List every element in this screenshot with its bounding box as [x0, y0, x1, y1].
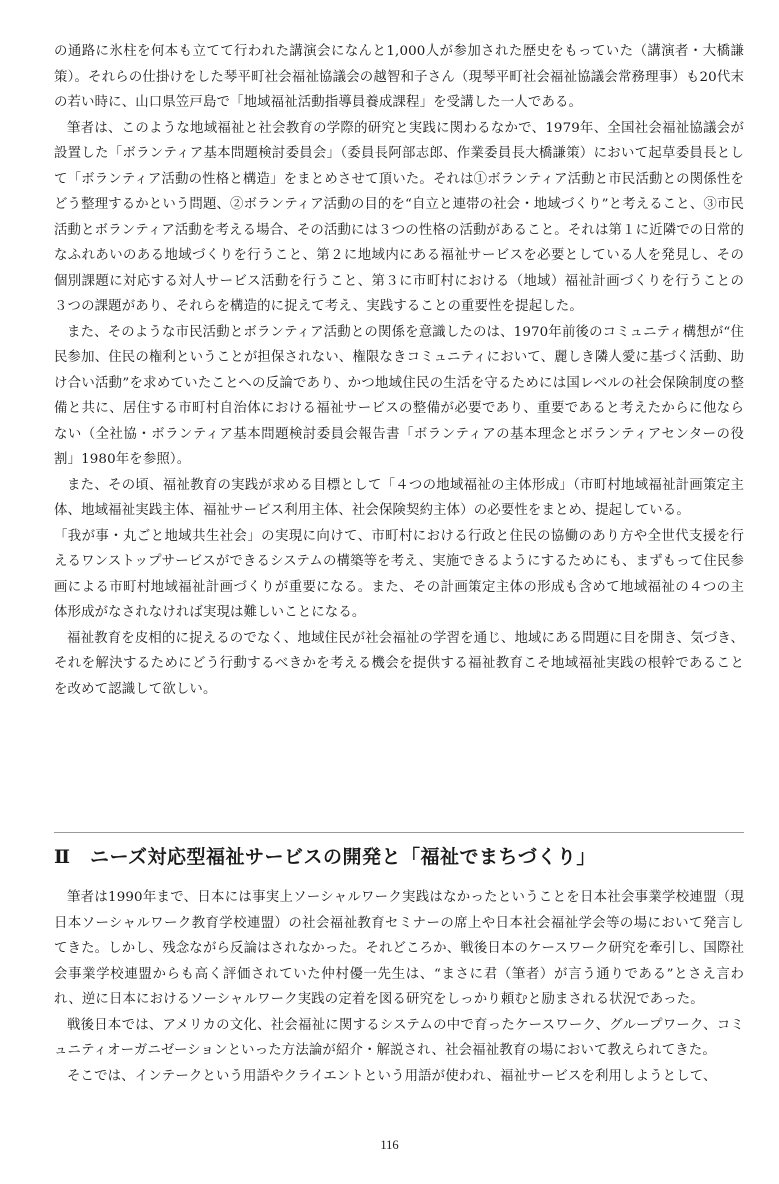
paragraph: 筆者は1990年まで、日本には事実上ソーシャルワーク実践はなかったということを日本社会事業学校連盟（現日本ソーシャルワーク教育学校連盟）の社会福祉教育セミナーの席上や日本社会福祉学会等の場において発言してきた。しかし、残念ながら反論はされなかった。それどころか、戦後日本のケースワーク研究を牽引し、国際社会事業学校連盟からも高く評価されていた仲村優一先生は、“まさに君（筆者）が言う通りである”とさえ言われ、逆に日本におけるソーシャルワーク実践の定着を図る研究をしっかり頼むと励まされる状況であった。 — [54, 890, 744, 1007]
section-title: ニーズ対応型福祉サービスの開発と「福祉でまちづくり」 — [90, 846, 596, 868]
paragraph: 戦後日本では、アメリカの文化、社会福祉に関するシステムの中で育ったケースワーク、グループワーク、コミュニティオーガニゼーションといった方法論が紹介・解説され、社会福祉教育の場において教えられてきた。 — [54, 1017, 744, 1058]
section-heading — [54, 843, 744, 871]
section-divider — [54, 832, 744, 833]
paragraph: また、そのような市民活動とボランティア活動との関係を意識したのは、1970年前後のコミュニティ構想が“住民参加、住民の権利ということが担保されない、権限なきコミュニティにおいて、麗しき隣人愛に基づく活動、助け合い活動”を求めていたことへの反論であり、かつ地域住民の生活を守るためには国レベルの社会保険制度の整備と共に、居住する市町村自治体における福祉サービスの整備が必要であり、重要であると考えたからに他ならない（全社協・ボランティア基本問題検討委員会報告書「ボランティアの基本理念とボランティアセンターの役割」1980年を参照）。 — [54, 324, 744, 467]
body-text-lower — [54, 885, 744, 1089]
section-number: Ⅱ — [54, 846, 71, 868]
paragraph: 福祉教育を皮相的に捉えるのでなく、地域住民が社会福祉の学習を通じ、地域にある問題に目を開き、気づき、それを解決するためにどう行動するべきかを考える機会を提供する福祉教育こそ地域福祉実践の根幹であることを改めて認識して欲しい。 — [54, 630, 744, 697]
paragraph: そこでは、インテークという用語やクライエントという用語が使われ、福祉サービスを利用しようとして、 — [67, 1068, 717, 1084]
paragraph: 筆者は、このような地域福祉と社会教育の学際的研究と実践に関わるなかで、1979年、全国社会福祉協議会が設置した「ボランティア基本問題検討委員会」（委員長阿部志郎、作業委員長大橋謙策）において起草委員長として「ボランティア活動の性格と構造」をまとめさせて頂いた。それは①ボランティア活動と市民活動との関係性をどう整理するかという問題、②ボランティア活動の目的を“自立と連帯の社会・地域づくり”と考えること、③市民活動とボランティア活動を考える場合、その活動には３つの性格の活動があること。それは第１に近隣での日常的なふれあいのある地域づくりを行うこと、第２に地域内にある福祉サービスを必要としている人を発見し、その個別課題に対応する対人サービス活動を行うこと、第３に市町村における（地域）福祉計画づくりを行うことの３つの課題があり、それらを構造的に捉えて考え、実践することの重要性を提起した。 — [54, 120, 744, 314]
paragraph: 「我が事・丸ごと地域共生社会」の実現に向けて、市町村における行政と住民の協働のあり方や全世代支援を行えるワンストップサービスができるシステムの構築等を考え、実施できるようにするためにも、まずもって住民参画による市町村地域福祉計画づくりが重要になる。また、その計画策定主体の形成も含めて地域福祉の４つの主体形成がなされなければ実現は難しいことになる。 — [54, 528, 744, 620]
paragraph: また、その頃、福祉教育の実践が求める目標として「４つの地域福祉の主体形成」（市町村地域福祉計画策定主体、地域福祉実践主体、福祉サービス利用主体、社会保険契約主体）の必要性をまとめ、提起している。 — [54, 477, 744, 518]
page-number: 116 — [380, 1138, 399, 1152]
paragraph: の通路に氷柱を何本も立てて行われた講演会になんと1,000人が参加された歴史をもっていた（講演者・大橋謙策）。それらの仕掛けをした琴平町社会福祉協議会の越智和子さん（現琴平町社会福祉協議会常務理事）も20代末の若い時に、山口県笠戸島で「地域福祉活動指導員養成課程」を受講した一人である。 — [54, 44, 744, 110]
body-text-upper — [54, 39, 744, 702]
